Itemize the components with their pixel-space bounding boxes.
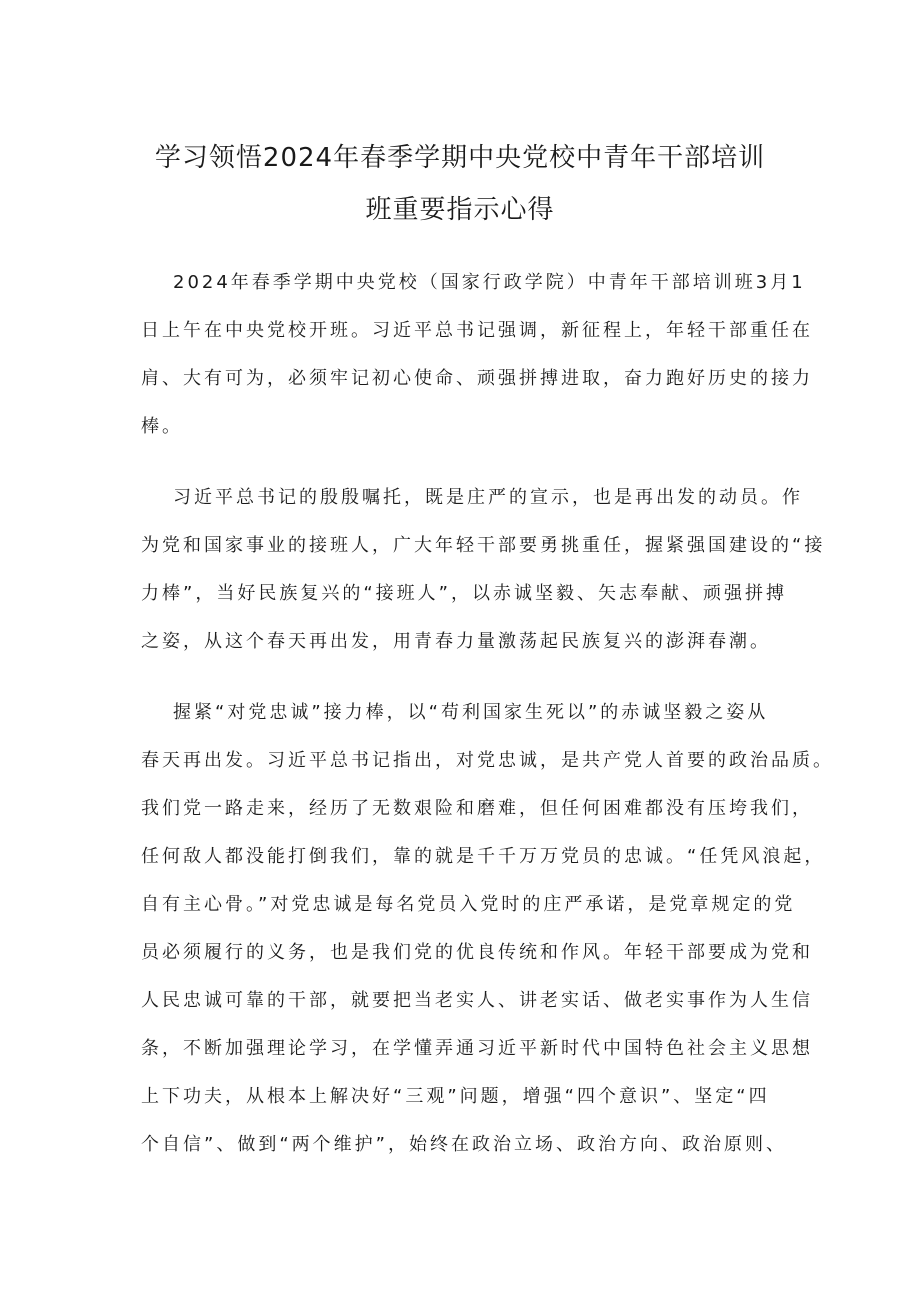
document-title-line-1: 学习领悟2024年春季学期中央党校中青年干部培训 [154, 143, 766, 173]
paragraph-line: 握紧“对党忠诚”接力棒，以“苟利国家生死以”的赤诚坚毅之姿从 [173, 702, 769, 723]
paragraph-line: 2024年春季学期中央党校（国家行政学院）中青年干部培训班3月1 [173, 272, 806, 293]
paragraph-line: 自有主心骨。”对党忠诚是每名党员入党时的庄严承诺，是党章规定的党 [141, 894, 796, 915]
paragraph-line: 任何敌人都没能打倒我们，靠的就是千千万万党员的忠诚。“任凭风浪起， [141, 846, 826, 867]
paragraph-line: 条，不断加强理论学习，在学懂弄通习近平新时代中国特色社会主义思想 [141, 1038, 813, 1059]
paragraph-line: 肩、大有可为，必须牢记初心使命、顽强拼搏进取，奋力跑好历史的接力 [141, 368, 813, 389]
paragraph-line: 上下功夫，从根本上解决好“三观”问题，增强“四个意识”、坚定“四 [141, 1086, 770, 1107]
paragraph-line: 春天再出发。习近平总书记指出，对党忠诚，是共产党人首要的政治品质。 [141, 750, 834, 771]
paragraph-line: 为党和国家事业的接班人，广大年轻干部要勇挑重任，握紧强国建设的“接 [141, 535, 826, 556]
paragraph-line: 我们党一路走来，经历了无数艰险和磨难，但任何困难都没有压垮我们， [141, 798, 813, 819]
paragraph-line: 日上午在中央党校开班。习近平总书记强调，新征程上，年轻干部重任在 [141, 320, 813, 341]
paragraph-line: 之姿，从这个春天再出发，用青春力量激荡起民族复兴的澎湃春潮。 [141, 631, 771, 652]
paragraph-line: 习近平总书记的殷殷嘱托，既是庄严的宣示，也是再出发的动员。作 [173, 487, 803, 508]
paragraph-line: 个自信”、做到“两个维护”，始终在政治立场、政治方向、政治原则、 [141, 1134, 787, 1155]
document-title-line-2: 班重要指示心得 [365, 195, 555, 225]
paragraph-line: 员必须履行的义务，也是我们党的优良传统和作风。年轻干部要成为党和 [141, 942, 813, 963]
paragraph-line: 力棒”，当好民族复兴的“接班人”，以赤诚坚毅、矢志奉献、顽强拼搏 [141, 583, 787, 604]
paragraph-line: 棒。 [141, 416, 183, 437]
paragraph-line: 人民忠诚可靠的干部，就要把当老实人、讲老实话、做老实事作为人生信 [141, 990, 813, 1011]
